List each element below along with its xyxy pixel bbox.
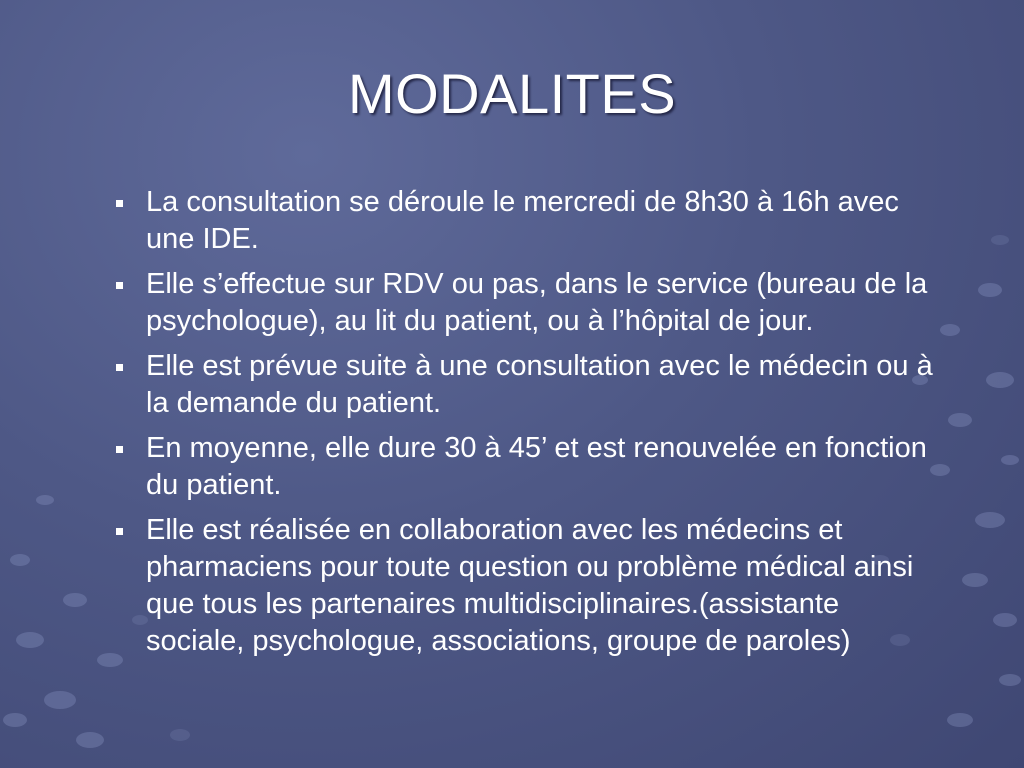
bullet-item bbox=[112, 512, 942, 660]
bullet-text: En moyenne, elle dure 30 à 45’ et est renouvelée en fonction du patient. bbox=[146, 432, 927, 501]
bullet-list bbox=[112, 184, 942, 668]
bullet-item bbox=[112, 430, 942, 504]
slide-title: MODALITES bbox=[347, 62, 677, 125]
square-bullet-icon bbox=[116, 282, 123, 289]
bullet-item bbox=[112, 266, 942, 340]
square-bullet-icon bbox=[116, 364, 123, 371]
square-bullet-icon bbox=[116, 446, 123, 453]
square-bullet-icon bbox=[116, 200, 123, 207]
bullet-text: Elle est réalisée en collaboration avec les médecins et pharmaciens pour toute question ou problème médical ainsi que tous les partenaires multidisciplinaires.(assistante sociale, psychologue, associations, groupe de paroles) bbox=[146, 514, 914, 657]
bullet-text: Elle est prévue suite à une consultation avec le médecin ou à la demande du patient. bbox=[146, 350, 933, 419]
bullet-item bbox=[112, 348, 942, 422]
bullet-text: La consultation se déroule le mercredi de 8h30 à 16h avec une IDE. bbox=[146, 186, 899, 255]
bullet-item bbox=[112, 184, 942, 258]
bullet-text: Elle s’effectue sur RDV ou pas, dans le service (bureau de la psychologue), au lit du patient, ou à l’hôpital de jour. bbox=[146, 268, 928, 337]
square-bullet-icon bbox=[116, 528, 123, 535]
